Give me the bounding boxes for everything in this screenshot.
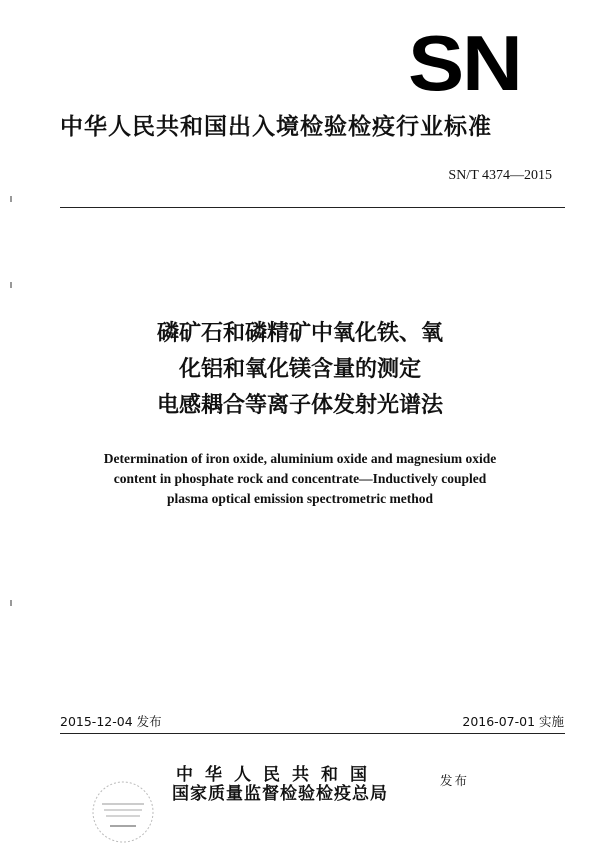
scan-mark <box>10 282 12 288</box>
issuer-country: 中华人民共和国 <box>176 765 379 785</box>
issuer-publish-label: 发布 <box>440 773 470 788</box>
standard-type-heading: 中华人民共和国出入境检验检疫行业标准 <box>60 114 492 140</box>
chinese-title <box>0 316 600 424</box>
standard-number: SN/T 4374—2015 <box>448 168 552 183</box>
issuer-agency: 国家质量监督检验检疫总局 <box>172 784 388 804</box>
english-title-line: content in phosphate rock and concentrate—Inductively coupled <box>113 471 487 486</box>
publisher-stamp-icon <box>88 774 158 844</box>
implementation-date: 2016-07-01 实施 <box>462 714 564 729</box>
english-title <box>0 449 600 509</box>
scan-mark <box>10 600 12 606</box>
english-title-line: Determination of iron oxide, aluminium oxide and magnesium oxide <box>103 451 497 466</box>
sn-logo: SN <box>408 19 521 107</box>
chinese-title-line: 电感耦合等离子体发射光谱法 <box>156 393 443 418</box>
header-divider <box>60 207 565 208</box>
chinese-title-line: 磷矿石和磷精矿中氧化铁、氧 <box>156 321 443 346</box>
chinese-title-line: 化铝和氧化镁含量的测定 <box>178 357 421 382</box>
footer-divider <box>60 733 565 734</box>
scan-mark <box>10 196 12 202</box>
issue-date: 2015-12-04 发布 <box>60 714 162 729</box>
english-title-line: plasma optical emission spectrometric method <box>167 491 433 506</box>
